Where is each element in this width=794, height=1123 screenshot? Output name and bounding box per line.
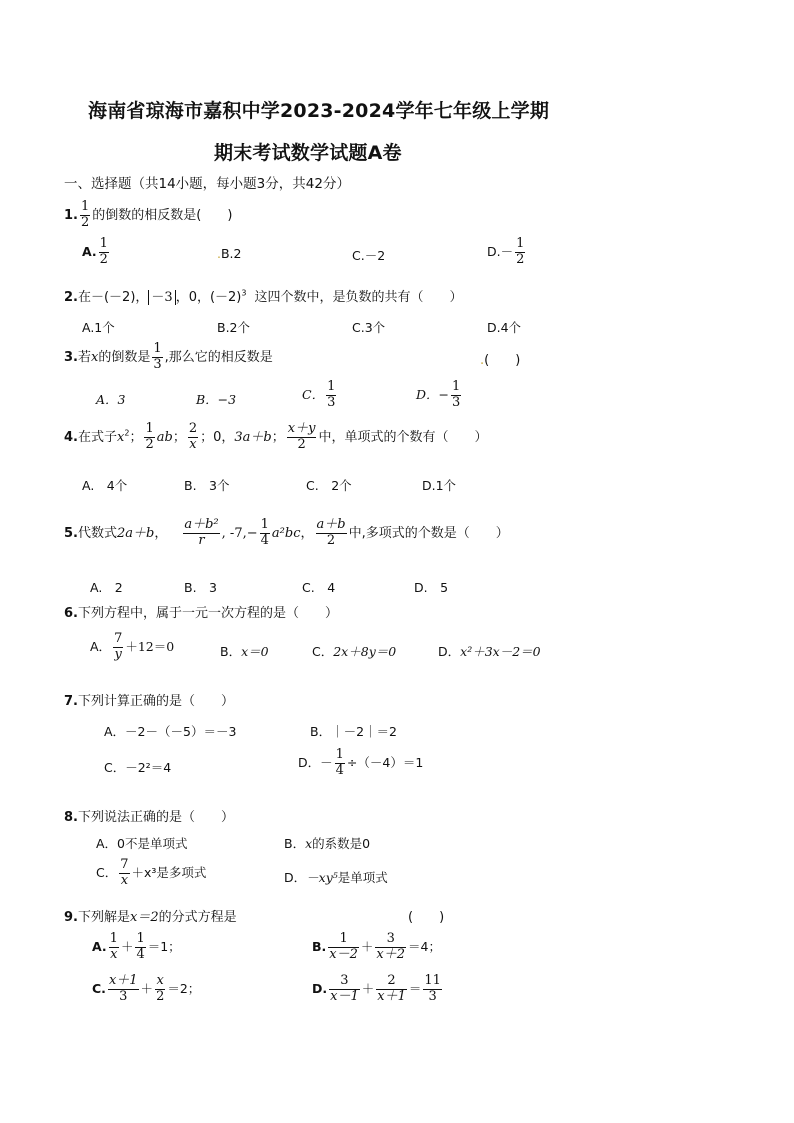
q4-option-a[interactable]: A. 4个	[82, 478, 128, 493]
q9-option-c[interactable]: C. $\frac{x+1}{3}$ ＋ $\frac{x}{2}$ ＝2；	[92, 973, 201, 1004]
q1-option-d[interactable]: D.－ $\frac{1}{2}$	[487, 236, 525, 267]
question-8: 8.下列说法正确的是（ ）	[64, 810, 234, 825]
q2-option-d[interactable]: D.4个	[487, 320, 522, 335]
q4-option-d[interactable]: D.1个	[422, 478, 457, 493]
question-7: 7.下列计算正确的是（ ）	[64, 694, 234, 709]
question-4: 4.在式子$x^2$； $\frac{1}{2}$ ab； $\frac{2}{x}$ ；0，3a＋b； $\frac{x+y}{2}$ 中，单项式的个数有（ ）	[64, 421, 488, 452]
q6-option-a[interactable]: A． $\frac{7}{y}$ ＋12＝0	[90, 631, 175, 662]
q8-option-c[interactable]: C． $\frac{7}{x}$ ＋x³是多项式	[96, 857, 207, 888]
q4-option-c[interactable]: C. 2个	[306, 478, 352, 493]
q3-option-a[interactable]: A．3	[96, 392, 126, 407]
q2-option-c[interactable]: C.3个	[352, 320, 386, 335]
q3-option-b[interactable]: B．−3	[196, 392, 237, 407]
question-1	[64, 200, 232, 231]
question-9: 9.下列解是x＝2的分式方程是	[64, 910, 237, 925]
q8-option-d[interactable]: D．－xy⁵是单项式	[284, 870, 388, 885]
q7-option-d[interactable]: D．－ $\frac{1}{4}$ ÷（－4）＝1	[298, 747, 424, 778]
question-text: 的倒数的相反数是( )	[92, 207, 233, 223]
absolute-value: －3	[148, 290, 175, 305]
q2-option-b[interactable]: B.2个	[217, 320, 251, 335]
q6-option-b[interactable]: B．x＝0	[220, 644, 269, 659]
q5-option-c[interactable]: C. 4	[302, 580, 336, 595]
title-line-1: 海南省琼海市嘉积中学2023-2024学年七年级上学期	[88, 100, 550, 122]
question-number: 1.	[64, 207, 78, 223]
q3-answer-paren: .( )	[480, 353, 521, 368]
q5-option-d[interactable]: D. 5	[414, 580, 449, 595]
q3-option-d[interactable]: D．− $\frac{1}{3}$	[416, 379, 461, 410]
fraction: $\frac{1}{2}$	[80, 199, 90, 230]
section-heading: 一、选择题（共14小题，每小题3分，共42分）	[64, 176, 350, 192]
q1-option-a[interactable]: A. $\frac{1}{2}$	[82, 236, 108, 267]
q2-option-a[interactable]: A.1个	[82, 320, 115, 335]
question-2: 2.在－(－2)， －3 ，0，$(-2)^3$ 这四个数中，是负数的共有（ ）	[64, 288, 463, 305]
q6-option-d[interactable]: D．x²＋3x－2＝0	[438, 644, 541, 659]
q5-option-a[interactable]: A. 2	[90, 580, 123, 595]
q4-option-b[interactable]: B. 3个	[184, 478, 230, 493]
q6-option-c[interactable]: C．2x＋8y＝0	[312, 644, 397, 659]
q9-option-b[interactable]: B. $\frac{1}{x-2}$ ＋ $\frac{3}{x+2}$ ＝4；	[312, 931, 441, 962]
q8-option-b[interactable]: B．x的系数是0	[284, 836, 371, 851]
q9-answer-paren: ( )	[408, 910, 445, 925]
q8-option-a[interactable]: A．0不是单项式	[96, 836, 188, 851]
q7-option-b[interactable]: B．｜－2｜＝2	[310, 724, 397, 739]
q7-option-a[interactable]: A．－2－（－5）＝－3	[104, 724, 237, 739]
q9-option-d[interactable]: D. $\frac{3}{x-1}$ ＋ $\frac{2}{x+1}$ ＝ $\frac{11}{3}$	[312, 973, 441, 1004]
question-3: 3.若x的倒数是 $\frac{1}{3}$ ,那么它的相反数是	[64, 341, 273, 372]
q3-option-c[interactable]: C． $\frac{1}{3}$	[302, 379, 336, 410]
q7-option-c[interactable]: C．－2²＝4	[104, 760, 172, 775]
question-5: 5.代数式2a＋b， $\frac{\text{a＋b²}}{r}$ , -7,− $\frac{1}{4}$ a²bc， $\frac{a+b}{2}$ 中,多项式的个数是（ ）	[64, 517, 509, 548]
question-6: 6.下列方程中，属于一元一次方程的是（ ）	[64, 606, 338, 621]
q1-option-c[interactable]: C.－2	[352, 248, 386, 263]
q9-option-a[interactable]: A. $\frac{1}{x}$ ＋ $\frac{1}{4}$ ＝1；	[92, 931, 181, 962]
q1-option-b[interactable]: .B.2	[217, 246, 242, 261]
title-line-2: 期末考试数学试题A卷	[214, 142, 402, 164]
q5-option-b[interactable]: B. 3	[184, 580, 218, 595]
